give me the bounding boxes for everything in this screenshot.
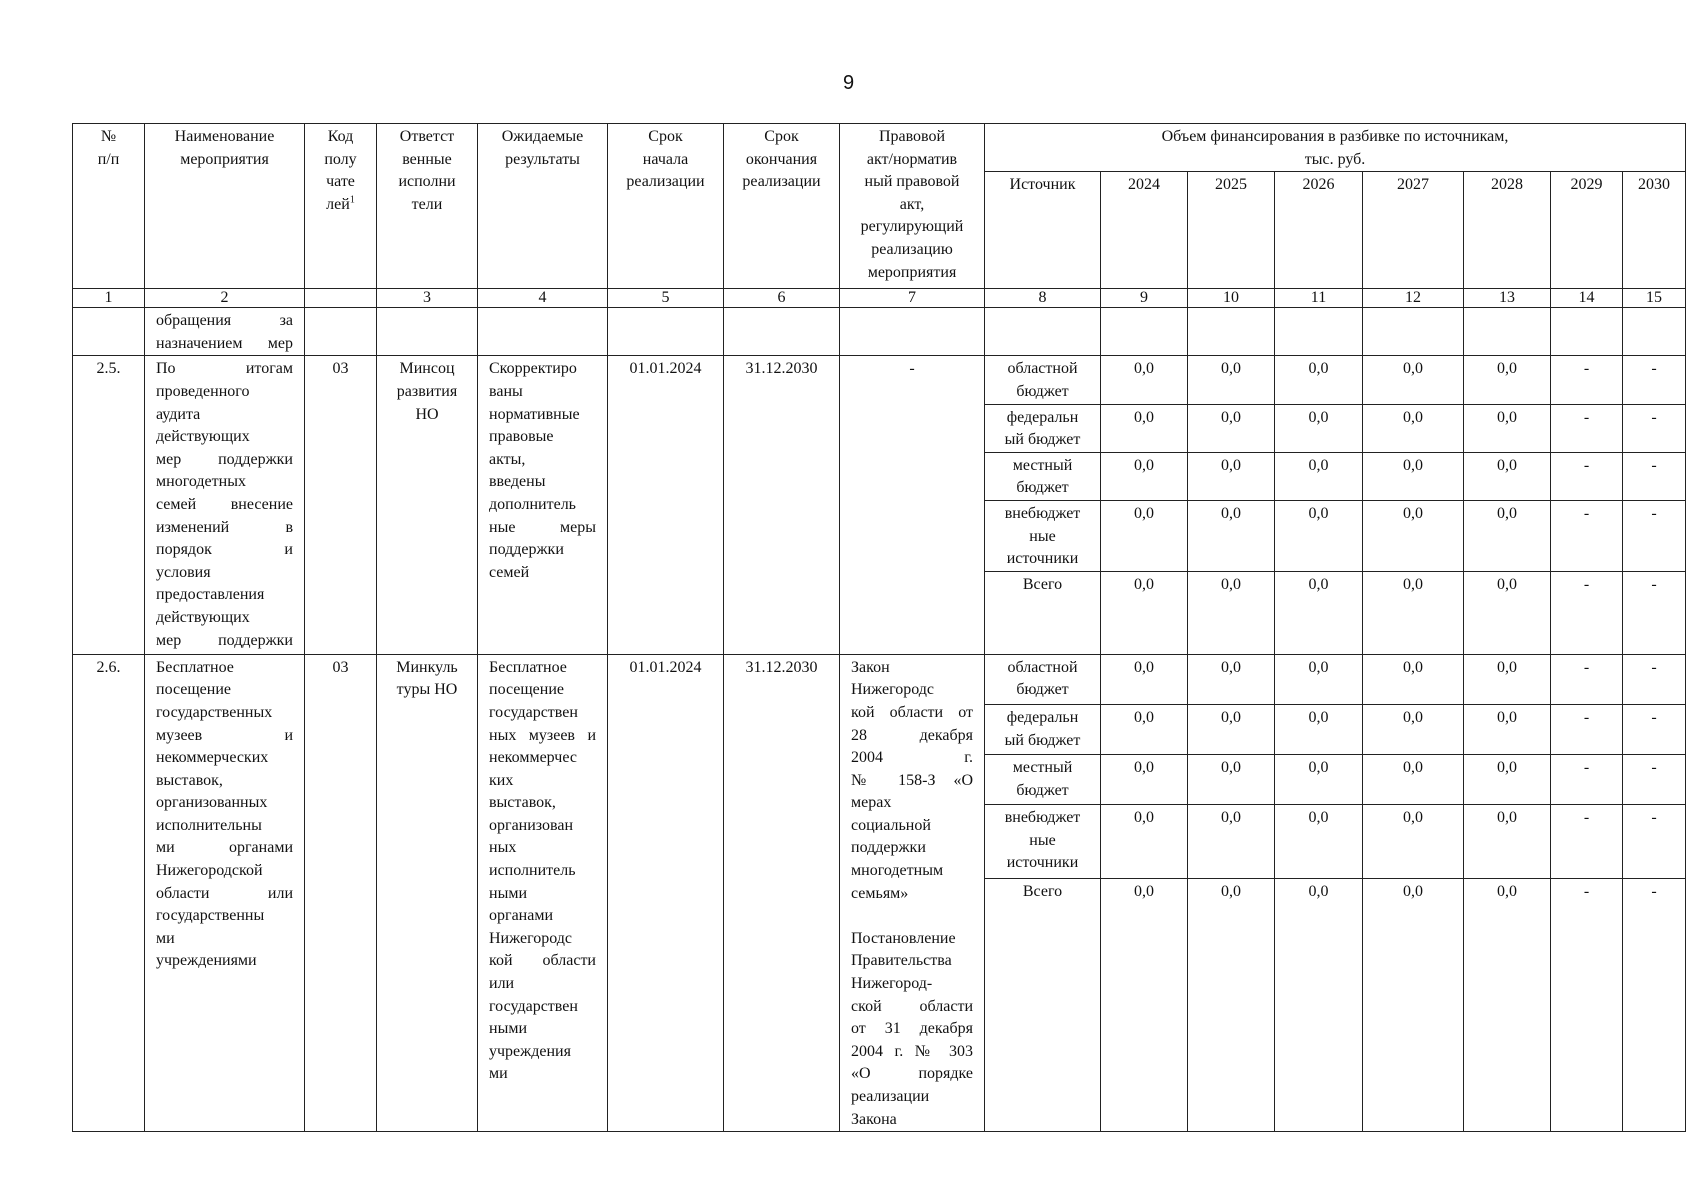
start-date: 01.01.2024 <box>608 654 724 1131</box>
text-line: № <box>100 128 117 145</box>
column-number: 5 <box>608 289 724 308</box>
text-line: местный <box>1012 456 1073 474</box>
text-line: правовые <box>489 428 554 446</box>
funding-source <box>985 452 1101 500</box>
text-line: п/п <box>97 150 120 168</box>
text-line: поддержки <box>851 839 926 857</box>
text-line: действующих <box>156 428 250 446</box>
text-line: выставок, <box>156 771 223 789</box>
funding-value: 0,0 <box>1188 500 1275 571</box>
funding-value: 0,0 <box>1101 452 1188 500</box>
text-line: нормативные <box>489 405 580 423</box>
text-line: многодетных <box>156 473 246 491</box>
text-line: государствен <box>489 703 578 721</box>
text-line: ми <box>156 929 175 947</box>
funding-source <box>985 879 1101 1132</box>
empty-cell <box>1101 308 1188 356</box>
column-number-row <box>73 289 1686 308</box>
header-year: 2029 <box>1551 172 1623 289</box>
expected-results <box>478 356 608 654</box>
funding-value: 0,0 <box>1188 356 1275 404</box>
text-line: 2004 г. № 303 <box>851 1042 973 1060</box>
table-row <box>73 654 1686 704</box>
text-line: ской области <box>851 997 973 1015</box>
header-year: 2030 <box>1623 172 1686 289</box>
funding-value: 0,0 <box>1363 654 1464 704</box>
header-year: 2028 <box>1464 172 1551 289</box>
text-line: ные меры <box>489 518 596 536</box>
text-line: реализации <box>626 173 705 191</box>
header-code <box>305 124 377 289</box>
text-line: посещение <box>489 681 565 699</box>
text-line: ных музеев и <box>489 726 596 744</box>
text-line: органами <box>489 907 554 925</box>
measure-number: 2.6. <box>73 654 145 1131</box>
funding-value: 0,0 <box>1275 879 1363 1132</box>
empty-cell <box>724 308 840 356</box>
header-name <box>145 124 305 289</box>
text-line: источники <box>1006 854 1079 872</box>
funding-value: 0,0 <box>1363 500 1464 571</box>
funding-value: 0,0 <box>1101 755 1188 805</box>
funding-value: - <box>1623 356 1686 404</box>
funding-value: - <box>1551 879 1623 1132</box>
header-end <box>724 124 840 289</box>
expected-results <box>478 654 608 1131</box>
text-line: мероприятия <box>867 263 957 281</box>
text-line: Нижегородс <box>489 929 573 947</box>
continuation-row <box>73 308 1686 356</box>
text-line: 2004 г. <box>851 749 973 767</box>
funding-value: - <box>1623 654 1686 704</box>
text-line: бюджет <box>1016 681 1069 699</box>
text-line: многодетным <box>851 862 944 880</box>
empty-cell <box>305 308 377 356</box>
column-number: 13 <box>1464 289 1551 308</box>
text-line: учреждениями <box>156 952 257 970</box>
text-line: ными <box>489 884 527 902</box>
empty-cell <box>1551 308 1623 356</box>
funding-value: 0,0 <box>1275 404 1363 452</box>
funding-value: - <box>1551 404 1623 452</box>
text-line: действующих <box>156 608 250 626</box>
text-line: реализацию <box>871 240 953 258</box>
text-line: ных <box>489 839 517 857</box>
text-line: бюджет <box>1016 479 1069 497</box>
text-line: условия <box>156 563 211 581</box>
funding-source <box>985 571 1101 654</box>
header-row <box>73 124 1686 172</box>
text-line: развития <box>396 382 458 400</box>
column-number: 7 <box>840 289 985 308</box>
text-line: исполни <box>398 173 456 191</box>
text-line: от 31 декабря <box>851 1020 973 1038</box>
funding-source <box>985 704 1101 754</box>
funding-value: 0,0 <box>1464 404 1551 452</box>
text-line: внебюджет <box>1004 504 1081 522</box>
funding-value: 0,0 <box>1363 805 1464 879</box>
header-finance <box>985 124 1686 172</box>
funding-value: 0,0 <box>1363 404 1464 452</box>
text-line: мероприятия <box>180 150 269 168</box>
text-line: аудита <box>156 405 201 423</box>
text-line: Срок <box>764 128 799 145</box>
header-year: 2024 <box>1101 172 1188 289</box>
measures-table <box>72 123 1686 1132</box>
text-line: ные <box>1029 527 1056 545</box>
funding-value: - <box>1551 571 1623 654</box>
text-line: государственных <box>156 703 273 721</box>
text-line: предоставления <box>156 586 265 604</box>
text-line: организован <box>489 816 574 834</box>
text-line: организованных <box>156 794 268 812</box>
text-line: № 158-З «О <box>851 771 973 789</box>
header-results <box>478 124 608 289</box>
text-line: кой области <box>489 952 596 970</box>
funding-value: 0,0 <box>1101 404 1188 452</box>
empty-cell <box>1623 308 1686 356</box>
legal-act <box>840 654 985 1131</box>
funding-value: - <box>1623 704 1686 754</box>
text-line: Ответст <box>399 128 455 145</box>
text-line: окончания <box>745 150 818 168</box>
empty-cell <box>840 308 985 356</box>
measure-name <box>145 356 305 654</box>
text-line: Наименование <box>174 128 275 145</box>
funding-value: 0,0 <box>1464 805 1551 879</box>
recipient-code: 03 <box>305 654 377 1131</box>
text-line: ый бюджет <box>1004 731 1081 749</box>
text-line: мерах <box>851 794 892 812</box>
text-line: кой области от <box>851 703 973 721</box>
text-line: Нижегород- <box>851 975 933 993</box>
header-responsible <box>377 124 478 289</box>
text-line: Закона <box>851 1110 897 1128</box>
column-number <box>305 289 377 308</box>
text-line: лей <box>326 195 350 213</box>
funding-value: 0,0 <box>1188 571 1275 654</box>
empty-cell <box>608 308 724 356</box>
funding-value: 0,0 <box>1101 500 1188 571</box>
funding-value: - <box>1623 755 1686 805</box>
text-line: бюджет <box>1016 382 1069 400</box>
funding-value: 0,0 <box>1363 452 1464 500</box>
text-line: Код <box>327 128 354 145</box>
text-line: источники <box>1006 550 1079 568</box>
measure-name <box>145 654 305 1131</box>
funding-value: 0,0 <box>1188 654 1275 704</box>
text-line: обращения за <box>156 312 293 330</box>
text-line: Постановление <box>851 929 956 947</box>
text-line: Всего <box>1022 883 1063 901</box>
funding-value: 0,0 <box>1275 654 1363 704</box>
measure-number: 2.5. <box>73 356 145 654</box>
empty-cell <box>1275 308 1363 356</box>
column-number: 3 <box>377 289 478 308</box>
empty-cell <box>1188 308 1275 356</box>
header-legal-act <box>840 124 985 289</box>
text-line: ких <box>489 771 514 789</box>
funding-value: - <box>1551 704 1623 754</box>
empty-cell <box>1363 308 1464 356</box>
start-date: 01.01.2024 <box>608 356 724 654</box>
text-line: области или <box>156 884 293 902</box>
text-line: государственны <box>156 907 265 925</box>
funding-value: 0,0 <box>1464 755 1551 805</box>
funding-source <box>985 805 1101 879</box>
legal-act <box>840 356 985 654</box>
responsible <box>377 654 478 1131</box>
funding-value: 0,0 <box>1275 500 1363 571</box>
text-line: Нижегородской <box>156 862 263 880</box>
funding-value: 0,0 <box>1275 452 1363 500</box>
funding-value: - <box>1623 571 1686 654</box>
column-number: 4 <box>478 289 608 308</box>
text-line: проведенного <box>156 382 250 400</box>
column-number: 2 <box>145 289 305 308</box>
funding-value: - <box>1551 654 1623 704</box>
text-line: реализации <box>742 173 821 191</box>
header-num <box>73 124 145 289</box>
funding-value: 0,0 <box>1275 805 1363 879</box>
empty-cell <box>377 308 478 356</box>
column-number: 15 <box>1623 289 1686 308</box>
measure-name-continued <box>145 308 305 356</box>
text-line: федеральн <box>1006 408 1079 426</box>
text-line: НО <box>415 405 439 423</box>
header-source: Источник <box>985 172 1101 289</box>
text-line: ными <box>489 1020 527 1038</box>
text-line: посещение <box>156 681 232 699</box>
end-date: 31.12.2030 <box>724 654 840 1131</box>
text-line: реализации <box>851 1088 930 1105</box>
funding-value: 0,0 <box>1101 879 1188 1132</box>
empty-cell <box>1464 308 1551 356</box>
text-line: ми <box>489 1065 508 1083</box>
text-line: внебюджет <box>1004 809 1081 827</box>
funding-value: 0,0 <box>1101 704 1188 754</box>
funding-value: - <box>1551 805 1623 879</box>
funding-value: 0,0 <box>1363 879 1464 1132</box>
text-line: Объем финансирования в разбивке по источникам, <box>1161 128 1509 145</box>
text-line: Минкуль <box>396 658 458 676</box>
text-line: семей внесение <box>156 495 293 513</box>
funding-value: 0,0 <box>1275 704 1363 754</box>
funding-value: 0,0 <box>1464 500 1551 571</box>
funding-source <box>985 500 1101 571</box>
text-line: или <box>489 975 515 993</box>
text-line: акт, <box>899 195 925 213</box>
text-line: Бесплатное <box>489 658 567 676</box>
text-line: полу <box>324 150 357 168</box>
text-line <box>851 905 973 928</box>
empty-cell <box>478 308 608 356</box>
text-line: регулирующий <box>860 218 964 236</box>
empty-cell <box>985 308 1101 356</box>
column-number: 6 <box>724 289 840 308</box>
text-line: учреждения <box>489 1042 571 1060</box>
text-line: некоммерчес <box>489 749 577 767</box>
empty-cell <box>73 308 145 356</box>
text-line: мер поддержки <box>156 631 293 649</box>
header-year: 2025 <box>1188 172 1275 289</box>
funding-value: 0,0 <box>1464 879 1551 1132</box>
text-line: чате <box>326 173 355 191</box>
table-row <box>73 356 1686 404</box>
funding-value: - <box>1623 879 1686 1132</box>
text-line: Правовой <box>878 128 946 145</box>
text-line: семьям» <box>851 884 909 902</box>
funding-source <box>985 404 1101 452</box>
funding-value: 0,0 <box>1363 755 1464 805</box>
text-line: семей <box>489 563 530 581</box>
text-line: Нижегородс <box>851 681 935 699</box>
text-line: Ожидаемые <box>501 128 584 145</box>
funding-source <box>985 356 1101 404</box>
funding-value: - <box>1551 755 1623 805</box>
funding-value: - <box>1623 452 1686 500</box>
funding-value: 0,0 <box>1464 356 1551 404</box>
text-line: Правительства <box>851 952 952 970</box>
text-line: Бесплатное <box>156 658 234 676</box>
funding-value: 0,0 <box>1464 571 1551 654</box>
column-number: 1 <box>73 289 145 308</box>
funding-value: 0,0 <box>1101 356 1188 404</box>
text-line: ный правовой <box>864 173 960 191</box>
funding-value: 0,0 <box>1188 805 1275 879</box>
text-line: областной <box>1007 658 1078 676</box>
column-number: 11 <box>1275 289 1363 308</box>
funding-value: 0,0 <box>1188 879 1275 1132</box>
text-line: дополнитель <box>489 495 576 513</box>
text-line: Минсоц <box>399 360 455 378</box>
funding-value: - <box>1623 805 1686 879</box>
text-line: ми органами <box>156 839 293 857</box>
funding-value: - <box>1623 404 1686 452</box>
column-number: 12 <box>1363 289 1464 308</box>
funding-value: 0,0 <box>1101 654 1188 704</box>
text-line: акты, <box>489 450 526 468</box>
text-line: «О порядке <box>851 1065 973 1083</box>
funding-value: 0,0 <box>1464 452 1551 500</box>
funding-value: 0,0 <box>1464 704 1551 754</box>
column-number: 8 <box>985 289 1101 308</box>
text-line: бюджет <box>1016 781 1069 799</box>
funding-value: 0,0 <box>1363 571 1464 654</box>
funding-value: 0,0 <box>1188 404 1275 452</box>
header-year: 2027 <box>1363 172 1464 289</box>
funding-value: 0,0 <box>1275 755 1363 805</box>
text-line: Всего <box>1022 575 1063 593</box>
text-line: государствен <box>489 997 578 1015</box>
text-line: результаты <box>505 150 580 168</box>
funding-source <box>985 755 1101 805</box>
column-number: 14 <box>1551 289 1623 308</box>
text-line: введены <box>489 473 546 491</box>
text-line: Скорректиро <box>489 360 577 378</box>
text-line: назначением мер <box>156 334 293 352</box>
funding-value: - <box>1551 500 1623 571</box>
text-line: По итогам <box>156 360 293 378</box>
responsible <box>377 356 478 654</box>
text-line: акт/норматив <box>866 150 958 168</box>
funding-value: - <box>1623 500 1686 571</box>
text-line: - <box>909 360 915 378</box>
text-line: некоммерческих <box>156 749 269 767</box>
text-line: поддержки <box>489 541 564 559</box>
funding-value: 0,0 <box>1188 452 1275 500</box>
text-line: Срок <box>648 128 683 145</box>
funding-value: 0,0 <box>1188 755 1275 805</box>
text-line: туры НО <box>396 681 458 699</box>
text-line: ваны <box>489 382 523 400</box>
text-line: Закон <box>851 658 890 676</box>
text-line: венные <box>402 150 452 168</box>
text-line: музеев и <box>156 726 293 744</box>
text-line: порядок и <box>156 541 293 559</box>
funding-value: - <box>1551 452 1623 500</box>
text-line: мер поддержки <box>156 450 293 468</box>
text-line: начала <box>642 150 689 168</box>
text-line: исполнительны <box>156 816 262 834</box>
funding-value: 0,0 <box>1363 704 1464 754</box>
text-line: выставок, <box>489 794 556 812</box>
text-line: местный <box>1012 759 1073 777</box>
funding-value: - <box>1551 356 1623 404</box>
funding-value: 0,0 <box>1275 356 1363 404</box>
text-line: изменений в <box>156 518 293 536</box>
text-line: исполнитель <box>489 862 576 880</box>
text-line: федеральн <box>1006 708 1079 726</box>
funding-value: 0,0 <box>1101 805 1188 879</box>
end-date: 31.12.2030 <box>724 356 840 654</box>
footnote-marker: 1 <box>349 194 355 206</box>
recipient-code: 03 <box>305 356 377 654</box>
header-year: 2026 <box>1275 172 1363 289</box>
funding-source <box>985 654 1101 704</box>
funding-value: 0,0 <box>1464 654 1551 704</box>
text-line: ные <box>1029 831 1056 849</box>
funding-value: 0,0 <box>1363 356 1464 404</box>
text-line: социальной <box>851 816 931 834</box>
text-line: ый бюджет <box>1004 431 1081 449</box>
text-line: тели <box>411 195 443 213</box>
funding-value: 0,0 <box>1101 571 1188 654</box>
funding-value: 0,0 <box>1188 704 1275 754</box>
column-number: 9 <box>1101 289 1188 308</box>
page-number: 9 <box>842 72 855 94</box>
text-line: областной <box>1007 360 1078 378</box>
column-number: 10 <box>1188 289 1275 308</box>
text-line: тыс. руб. <box>1304 150 1366 168</box>
funding-value: 0,0 <box>1275 571 1363 654</box>
text-line: 28 декабря <box>851 726 973 744</box>
header-start <box>608 124 724 289</box>
